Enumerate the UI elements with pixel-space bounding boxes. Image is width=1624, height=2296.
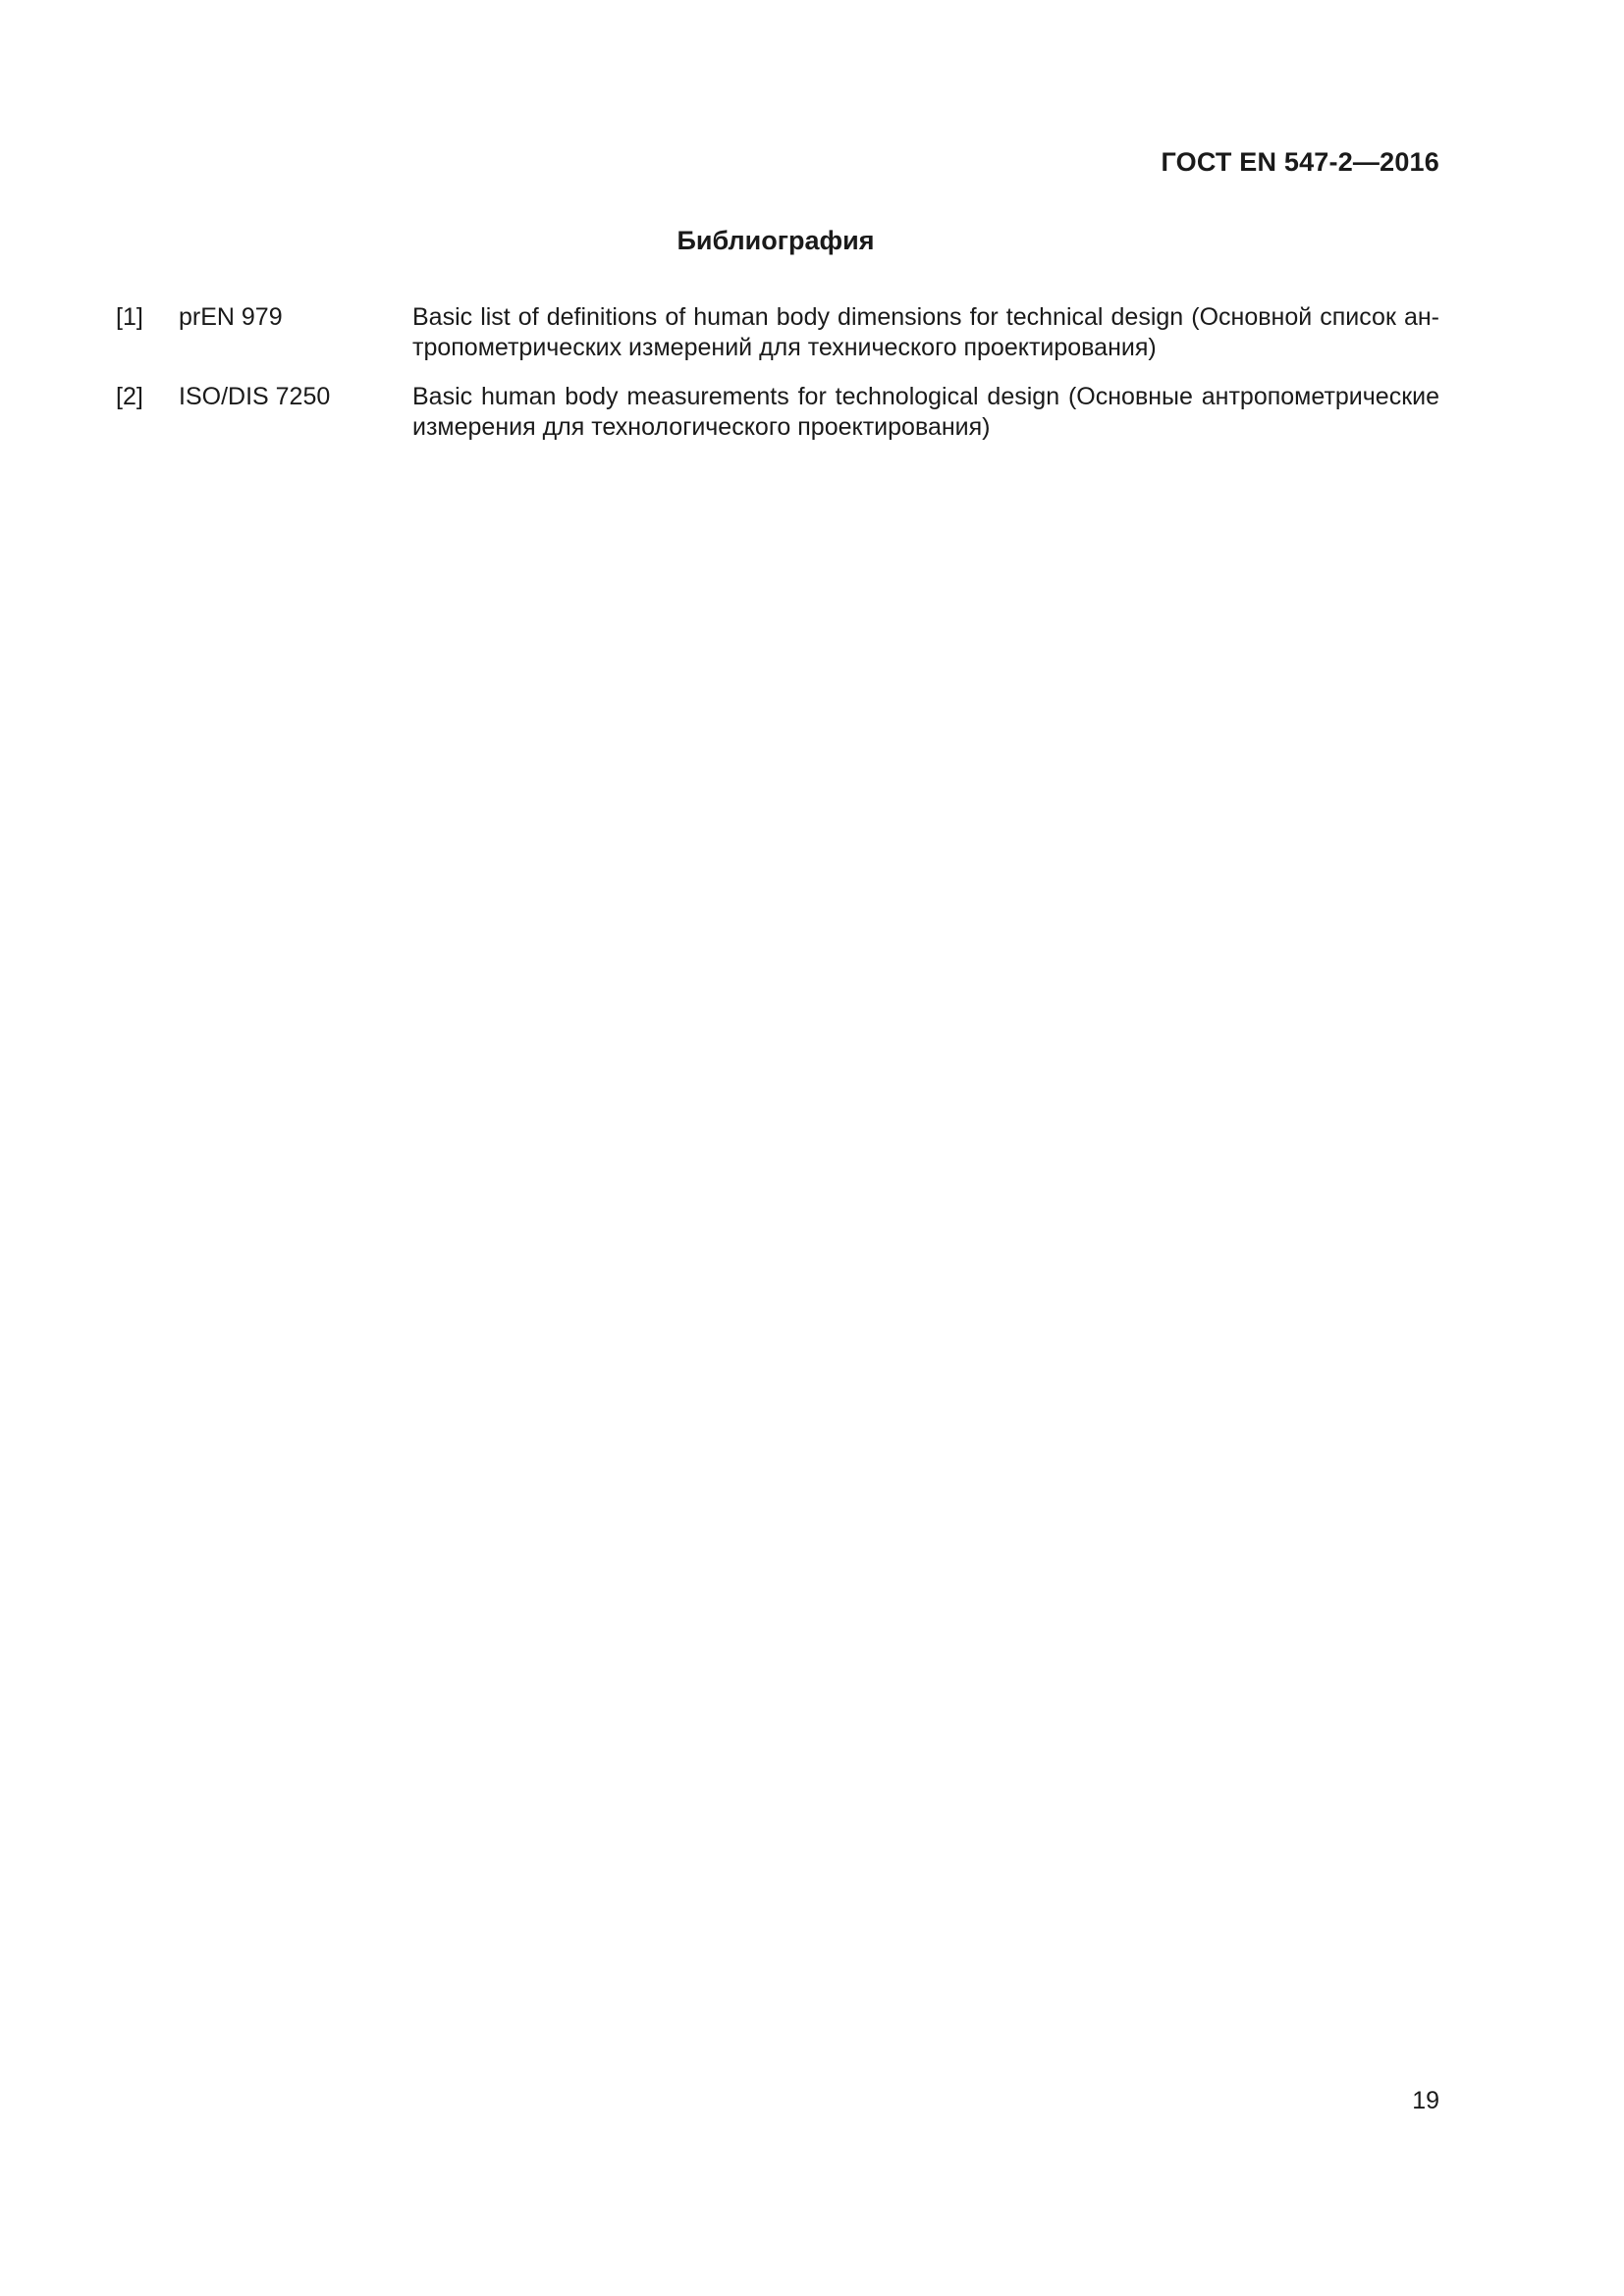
section-title: Библиография — [677, 226, 875, 255]
bibliography-list — [116, 302, 1439, 461]
bibliography-entry — [116, 302, 1439, 363]
bibliography-entry — [116, 382, 1439, 443]
bibliography-entry-number: [2] — [116, 383, 143, 410]
bibliography-entry-code: prEN 979 — [179, 303, 283, 331]
page-number: 19 — [1412, 2087, 1439, 2114]
bibliography-entry-text: Basic list of definitions of human body dimensions for technical design (Основной список ан-тропометрических измерений для технического проектирования) — [412, 303, 1439, 361]
document-code-header: ГОСТ EN 547-2—2016 — [1161, 147, 1439, 177]
bibliography-entry-code: ISO/DIS 7250 — [179, 383, 331, 410]
bibliography-entry-text: Basic human body measurements for technological design (Основные антропометрические измерения для технологического проектирования) — [412, 383, 1439, 441]
bibliography-entry-number: [1] — [116, 303, 143, 331]
